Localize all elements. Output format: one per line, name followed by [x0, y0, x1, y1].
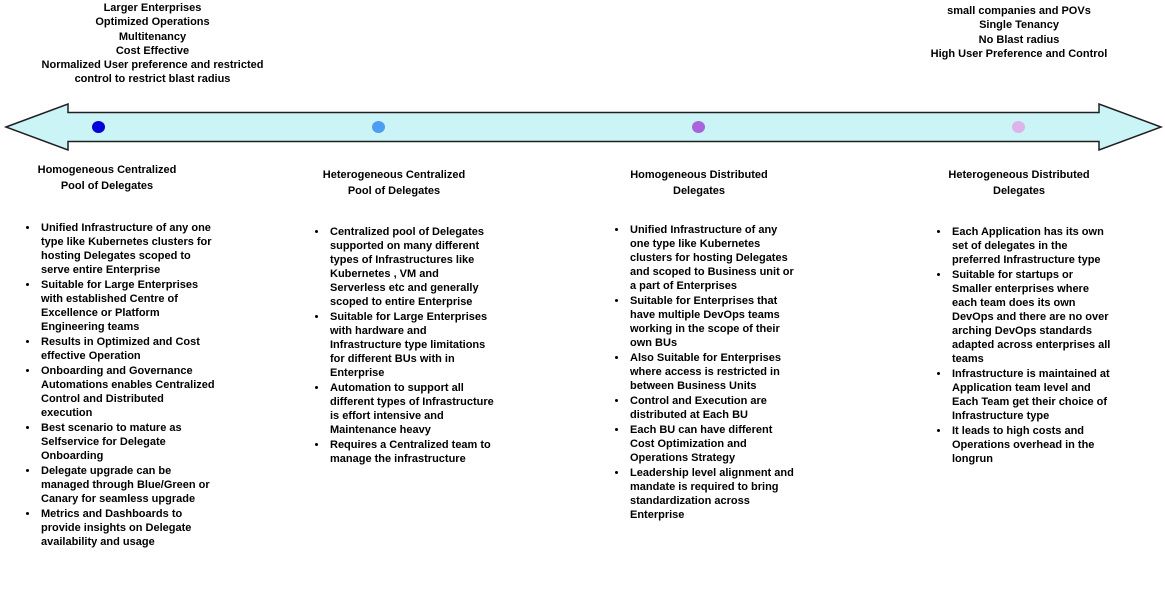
trait-line: small companies and POVs: [947, 5, 1091, 17]
title-line: Delegates: [993, 184, 1045, 197]
title-line: Delegates: [673, 184, 725, 197]
title-line: Homogeneous Centralized: [37, 164, 177, 176]
timeline-dot-heterogeneous-centralized: [372, 121, 385, 133]
bullet-item: • Leadership level alignment and mandate is required to bring standardization across Enterprise: [628, 466, 797, 522]
bullet-item: • Suitable for Enterprises that have multiple DevOps teams working in the scope of their own BUs: [628, 294, 797, 350]
bullet-item: • Metrics and Dashboards to provide insights on Delegate availability and usage: [39, 507, 218, 549]
bullet-list: [933, 225, 1115, 466]
bullet-item: • Also Suitable for Enterprises where access is restricted in between Business Units: [628, 351, 797, 393]
trait-line: High User Preference and Control: [930, 47, 1108, 60]
title-line: Heterogeneous Distributed: [948, 169, 1090, 181]
column-bullets-heterogeneous-centralized: [311, 225, 497, 467]
double-arrow-shape: [6, 104, 1161, 150]
column-bullets-homogeneous-distributed: [611, 223, 797, 523]
title-line: Heterogeneous Centralized: [322, 169, 466, 181]
bullet-item: • Best scenario to mature as Selfservice for Delegate Onboarding: [39, 421, 218, 463]
spectrum-arrow: [0, 103, 1165, 151]
bullet-item: • Infrastructure is maintained at Application team level and Each Team get their choice of Infrastructure type: [950, 367, 1115, 423]
trait-line: Normalized User preference and restricted: [41, 59, 264, 72]
bullet-item: • Suitable for Large Enterprises with established Centre of Excellence or Platform Engineering teams: [39, 278, 218, 334]
column-title-homogeneous-centralized: [8, 163, 206, 194]
column-title-heterogeneous-centralized: [294, 168, 494, 199]
double-arrow-graphic: [0, 103, 1165, 151]
trait-line: Multitenancy: [118, 30, 187, 43]
timeline-dot-homogeneous-centralized: [92, 121, 105, 133]
bullet-item: • Onboarding and Governance Automations enables Centralized Control and Distributed execution: [39, 364, 218, 420]
trait-line: control to restrict blast radius: [74, 73, 231, 86]
bullet-list: [22, 221, 218, 549]
bullet-list: [611, 223, 797, 522]
trait-line: Single Tenancy: [979, 19, 1059, 32]
bullet-item: • Requires a Centralized team to manage the infrastructure: [328, 438, 497, 466]
bullet-item: • It leads to high costs and Operations overhead in the longrun: [950, 424, 1115, 466]
trait-line: No Blast radius: [978, 33, 1060, 46]
column-bullets-homogeneous-centralized: [22, 221, 218, 550]
title-line: Homogeneous Distributed: [630, 169, 768, 181]
bullet-item: • Suitable for startups or Smaller enterprises where each team does its own DevOps and there are no over arching DevOps standards adapted across enterprises all teams: [950, 268, 1115, 366]
left-end-traits: [25, 1, 280, 87]
bullet-item: • Control and Execution are distributed at Each BU: [628, 394, 797, 422]
bullet-item: • Suitable for Large Enterprises with hardware and Infrastructure type limitations for different BUs with in Enterprise: [328, 310, 497, 380]
column-bullets-heterogeneous-distributed: [933, 225, 1115, 467]
trait-line: Optimized Operations: [95, 16, 210, 29]
bullet-item: • Unified Infrastructure of any one type like Kubernetes clusters for hosting Delegates scoped to serve entire Enterprise: [39, 221, 218, 277]
bullet-item: • Each Application has its own set of delegates in the preferred Infrastructure type: [950, 225, 1115, 267]
bullet-list: [311, 225, 497, 466]
column-title-heterogeneous-distributed: [919, 168, 1119, 199]
bullet-item: • Results in Optimized and Cost effective Operation: [39, 335, 218, 363]
bullet-item: • Centralized pool of Delegates supported on many different types of Infrastructures like Kubernetes , VM and Serverless etc and generally scoped to entire Enterprise: [328, 225, 497, 309]
bullet-item: • Unified Infrastructure of any one type like Kubernetes clusters for hosting Delegates and scoped to Business unit or a part of Enterprises: [628, 223, 797, 293]
trait-line: Cost Effective: [115, 44, 190, 57]
bullet-item: • Automation to support all different types of Infrastructure is effort intensive and Maintenance heavy: [328, 381, 497, 437]
timeline-dot-homogeneous-distributed: [692, 121, 705, 133]
timeline-dot-heterogeneous-distributed: [1012, 121, 1025, 133]
title-line: Pool of Delegates: [60, 179, 154, 192]
title-line: Pool of Delegates: [347, 184, 441, 197]
column-title-homogeneous-distributed: [599, 168, 799, 199]
right-end-traits: [900, 4, 1138, 61]
bullet-item: • Each BU can have different Cost Optimization and Operations Strategy: [628, 423, 797, 465]
bullet-item: • Delegate upgrade can be managed through Blue/Green or Canary for seamless upgrade: [39, 464, 218, 506]
trait-line: Larger Enterprises: [103, 2, 202, 14]
